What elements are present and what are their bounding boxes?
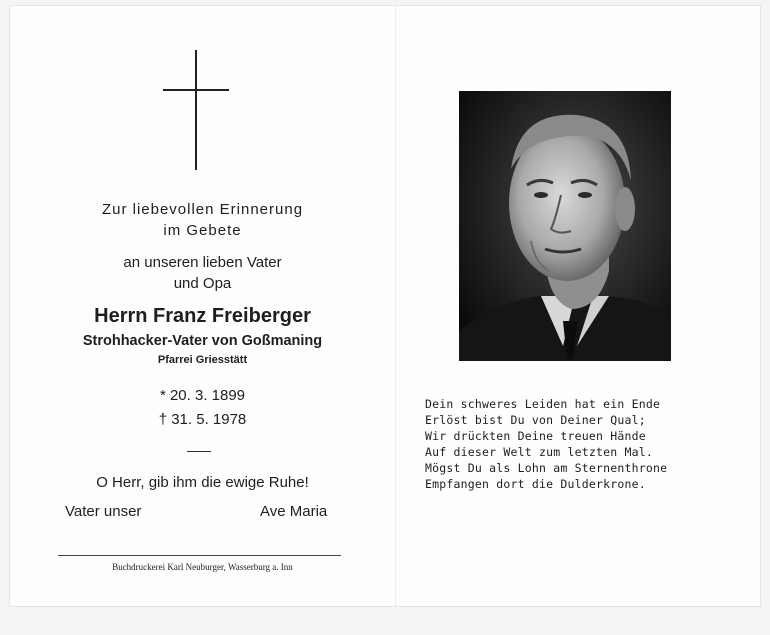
poem-line: Dein schweres Leiden hat ein Ende	[425, 397, 661, 411]
prayer-ave-maria: Ave Maria	[260, 503, 328, 520]
cross-icon-bar	[163, 89, 229, 91]
memory-line-2: im Gebete	[163, 222, 242, 239]
left-panel	[10, 6, 395, 606]
cross-icon	[195, 50, 197, 170]
memorial-card	[10, 6, 760, 606]
parish: Pfarrei Griesstätt	[157, 354, 248, 366]
deceased-name: Herrn Franz Freiberger	[94, 305, 311, 327]
printer-credit: Buchdruckerei Karl Neuburger, Wasserburg a. Inn	[112, 562, 293, 572]
relation-line-1: an unseren lieben Vater	[123, 254, 282, 271]
divider	[187, 451, 211, 452]
death-date: † 31. 5. 1978	[158, 411, 247, 428]
birth-date: * 20. 3. 1899	[159, 387, 246, 404]
portrait-image	[459, 91, 671, 361]
poem-line: Empfangen dort die Dulderkrone.	[425, 477, 646, 491]
deceased-title: Strohhacker-Vater von Goßmaning	[82, 333, 323, 349]
footer-rule	[58, 555, 341, 556]
poem-line: Auf dieser Welt zum letzten Mal.	[425, 445, 653, 459]
poem-line: Mögst Du als Lohn am Sternenthrone	[425, 461, 668, 475]
fold-line	[395, 6, 396, 606]
prayer-vater-unser: Vater unser	[65, 503, 142, 520]
poem	[425, 396, 755, 492]
portrait-photo	[459, 91, 671, 361]
poem-line: Wir drückten Deine treuen Hände	[425, 429, 646, 443]
poem-line: Erlöst bist Du von Deiner Qual;	[425, 413, 646, 427]
relation-line-2: und Opa	[173, 275, 232, 292]
memory-line-1: Zur liebevollen Erinnerung	[101, 201, 304, 218]
prayer-line: O Herr, gib ihm die ewige Ruhe!	[96, 474, 309, 491]
